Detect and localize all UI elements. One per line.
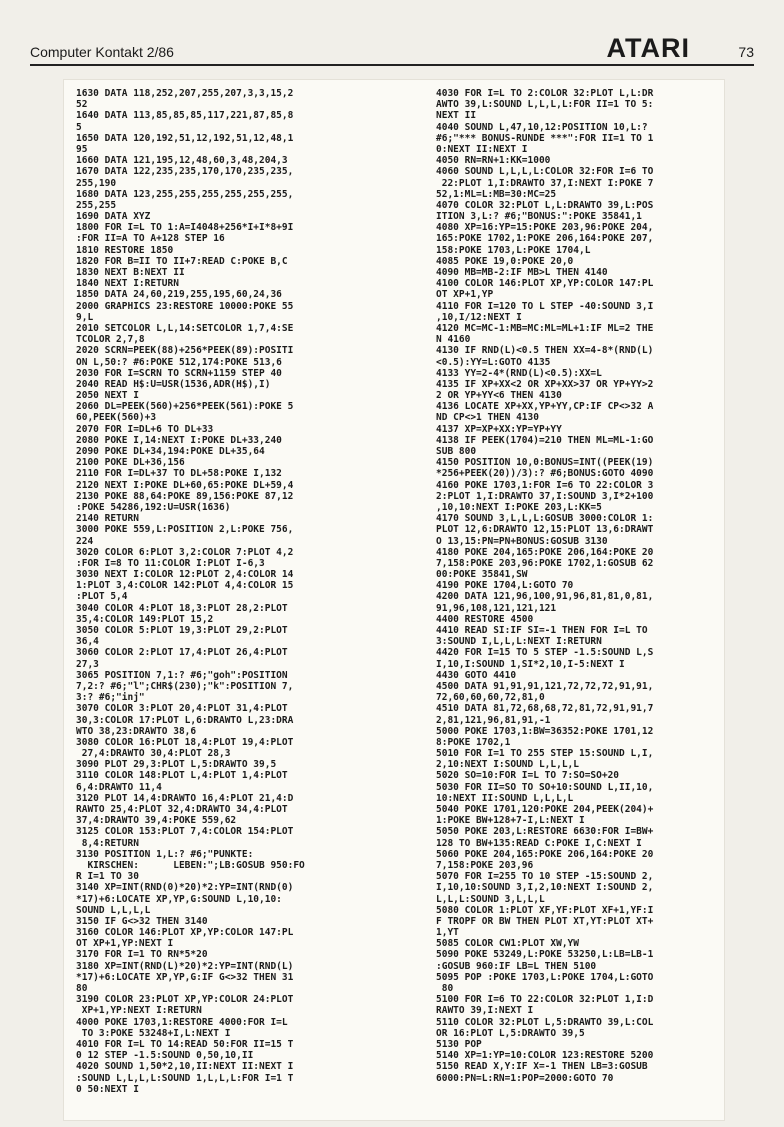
code-line: 1,YT [436, 927, 459, 939]
code-line: 4085 POKE 19,0:POKE 20,0 [436, 255, 574, 267]
code-line: 1850 DATA 24,60,219,255,195,60,24,36 [76, 289, 282, 301]
code-line: 2060 DL=PEEK(560)+256*PEEK(561):POKE 5 [76, 401, 294, 413]
code-line: I,10,I:SOUND 1,SI*2,10,I-5:NEXT I [436, 658, 625, 670]
code-line: 4160 POKE 1703,1:FOR I=6 TO 22:COLOR 3 [436, 479, 654, 491]
code-line: 4010 FOR I=L TO 14:READ 50:FOR II=15 T [76, 1038, 294, 1050]
code-line: 5070 FOR I=255 TO 10 STEP -15:SOUND 2, [436, 871, 654, 883]
code-line: 4133 YY=2-4*(RND(L)<0.5):XX=L [436, 367, 602, 379]
code-line: N 4160 [436, 334, 471, 346]
code-line: 1830 NEXT B:NEXT II [76, 267, 185, 278]
code-line: 0 12 STEP -1.5:SOUND 0,50,10,II [76, 1050, 254, 1062]
code-line: 5000 POKE 1703,1:BW=36352:POKE 1701,12 [436, 725, 654, 737]
code-line: O 13,15:PN=PN+BONUS:GOSUB 3130 [436, 535, 608, 547]
code-line: 91,96,108,121,121,121 [436, 602, 557, 614]
code-line: 4138 IF PEEK(1704)=210 THEN ML=ML-1:GO [436, 434, 654, 446]
code-line: 2000 GRAPHICS 23:RESTORE 10000:POKE 55 [76, 300, 294, 312]
code-line: SUB 800 [436, 446, 477, 457]
code-line: 0:NEXT II:NEXT I [436, 143, 528, 155]
code-line: 1:POKE BW+128+7-I,L:NEXT I [436, 815, 585, 827]
code-line: 22:PLOT 1,I:DRAWTO 37,I:NEXT I:POKE 7 [436, 177, 654, 189]
code-line: TO 3:POKE 53248+I,L:NEXT I [76, 1027, 231, 1039]
code-line: TCOLOR 2,7,8 [76, 334, 145, 346]
code-line: 3125 COLOR 153:PLOT 7,4:COLOR 154:PLOT [76, 826, 294, 838]
code-line: 4135 IF XP+XX<2 OR XP+XX>37 OR YP+YY>2 [436, 378, 654, 390]
code-line: 35,4:COLOR 149:PLOT 15,2 [76, 613, 214, 625]
code-line: 2020 SCRN=PEEK(88)+256*PEEK(89):POSITI [76, 345, 294, 357]
code-line: 4180 POKE 204,165:POKE 206,164:POKE 20 [436, 546, 654, 558]
code-line: 3190 COLOR 23:PLOT XP,YP:COLOR 24:PLOT [76, 994, 294, 1006]
code-line: 4420 FOR I=15 TO 5 STEP -1.5:SOUND L,S [436, 647, 654, 659]
code-line: 4070 COLOR 32:PLOT L,L:DRAWTO 39,L:POS [436, 199, 654, 211]
code-line: 7,158:POKE 203,96 [436, 859, 534, 871]
code-line: 4170 SOUND 3,L,L,L:GOSUB 3000:COLOR 1: [436, 513, 654, 525]
code-line: :FOR II=A TO A+128 STEP 16 [76, 233, 225, 245]
code-line: 72,60,60,60,72,81,0 [436, 692, 545, 704]
code-line: 5130 POP [436, 1038, 482, 1050]
code-line: 2,10:NEXT I:SOUND L,L,L,L [436, 759, 579, 771]
code-line: 2140 RETURN [76, 513, 139, 525]
brand-title: ATARI [606, 33, 690, 63]
code-line: 3130 POSITION 1,L:? #6;"PUNKTE: [76, 848, 254, 860]
page-number: 73 [738, 44, 754, 60]
code-line: 5010 FOR I=1 TO 255 STEP 15:SOUND L,I, [436, 748, 654, 760]
code-line: 2050 NEXT I [76, 390, 139, 402]
code-line: 3060 COLOR 2:PLOT 17,4:PLOT 26,4:PLOT [76, 647, 288, 659]
code-line: 6000:PN=L:RN=1:POP=2000:GOTO 70 [436, 1072, 614, 1084]
code-line: 4500 DATA 91,91,91,121,72,72,72,91,91, [436, 680, 654, 692]
code-line: :POKE 54286,192:U=USR(1636) [76, 501, 231, 513]
code-line: WTO 38,23:DRAWTO 38,6 [76, 725, 197, 737]
code-line: 9,L [76, 311, 94, 323]
code-line: 52 [76, 99, 88, 111]
code-line: 4030 FOR I=L TO 2:COLOR 32:PLOT L,L:DR [436, 88, 654, 99]
code-line: AWTO 39,L:SOUND L,L,L,L:FOR II=1 TO 5: [436, 99, 654, 111]
code-line: 60,PEEK(560)+3 [76, 412, 157, 424]
code-line: 30,3:COLOR 17:PLOT L,6:DRAWTO L,23:DRA [76, 714, 294, 726]
code-line: <0.5):YY=L:GOTO 4135 [436, 356, 551, 368]
code-line: 2,81,121,96,81,91,-1 [436, 714, 551, 726]
code-line: 5020 SO=10:FOR I=L TO 7:SO=SO+20 [436, 770, 620, 782]
code-line: 1:PLOT 3,4:COLOR 142:PLOT 4,4:COLOR 15 [76, 580, 294, 592]
page-header [30, 34, 754, 66]
code-line: 5030 FOR II=SO TO SO+10:SOUND L,II,10, [436, 781, 654, 793]
code-line: 2:PLOT 1,I:DRAWTO 37,I:SOUND 3,I*2+100 [436, 490, 654, 502]
code-line: 1660 DATA 121,195,12,48,60,3,48,204,3 [76, 155, 288, 167]
code-line: 4040 SOUND L,47,10,12:POSITION 10,L:? [436, 121, 648, 133]
code-line: 4510 DATA 81,72,68,68,72,81,72,91,91,7 [436, 703, 654, 715]
code-line: 3:SOUND I,L,L,L:NEXT I:RETURN [436, 636, 602, 648]
code-line: 4430 GOTO 4410 [436, 669, 517, 681]
code-line: 2070 FOR I=DL+6 TO DL+33 [76, 423, 214, 435]
code-line: 10:NEXT II:SOUND L,L,L,L [436, 792, 574, 804]
code-line: 4100 COLOR 146:PLOT XP,YP:COLOR 147:PL [436, 278, 654, 290]
code-line: 2090 POKE DL+34,194:POKE DL+35,64 [76, 446, 265, 457]
code-line: 3170 FOR I=1 TO RN*5*20 [76, 949, 208, 961]
code-line: OT XP+1,YP [436, 289, 494, 301]
code-line: 5140 XP=1:YP=10:COLOR 123:RESTORE 5200 [436, 1050, 654, 1062]
code-line: :PLOT 5,4 [76, 591, 128, 603]
code-line: 2030 FOR I=SCRN TO SCRN+1159 STEP 40 [76, 367, 282, 379]
code-line: 5110 COLOR 32:PLOT L,5:DRAWTO 39,L:COL [436, 1016, 654, 1028]
code-line: 5085 COLOR CW1:PLOT XW,YW [436, 938, 579, 950]
code-line: 3140 XP=INT(RND(0)*20)*2:YP=INT(RND(0) [76, 882, 294, 894]
code-line: 5 [76, 121, 82, 133]
code-line: 2110 FOR I=DL+37 TO DL+58:POKE I,132 [76, 468, 282, 480]
code-line: 3110 COLOR 148:PLOT L,4:PLOT 1,4:PLOT [76, 770, 288, 782]
code-line: 1650 DATA 120,192,51,12,192,51,12,48,1 [76, 132, 294, 144]
code-line: 2010 SETCOLOR L,L,14:SETCOLOR 1,7,4:SE [76, 322, 294, 334]
code-line: 165:POKE 1702,1:POKE 206,164:POKE 207, [436, 233, 654, 245]
code-line: 2100 POKE DL+36,156 [76, 457, 185, 469]
code-line: 37,4:DRAWTO 39,4:POKE 559,62 [76, 815, 237, 827]
code-line: :FOR I=8 TO 11:COLOR I:PLOT I-6,3 [76, 557, 265, 569]
code-line: 27,4:DRAWTO 30,4:PLOT 28,3 [76, 748, 231, 760]
code-line: 3070 COLOR 3:PLOT 20,4:PLOT 31,4:PLOT [76, 703, 288, 715]
code-line: 2130 POKE 88,64:POKE 89,156:POKE 87,12 [76, 490, 294, 502]
code-line: 5100 FOR I=6 TO 22:COLOR 32:PLOT 1,I:D [436, 994, 654, 1006]
code-line: L,L,L:SOUND 3,L,L,L [436, 893, 545, 905]
code-line: 2040 READ H$:U=USR(1536,ADR(H$),I) [76, 378, 271, 390]
code-line: 1840 NEXT I:RETURN [76, 278, 179, 290]
code-line: 2 OR YP+YY<6 THEN 4130 [436, 390, 562, 402]
code-line: I,10,10:SOUND 3,I,2,10:NEXT I:SOUND 2, [436, 882, 654, 894]
code-line: 3020 COLOR 6:PLOT 3,2:COLOR 7:PLOT 4,2 [76, 546, 294, 558]
code-line: 8:POKE 1702,1 [436, 736, 511, 748]
code-line: 27,3 [76, 658, 99, 670]
code-line: *256+PEEK(20))/3):? #6;BONUS:GOTO 4090 [436, 468, 654, 480]
code-line: NEXT II [436, 110, 477, 122]
code-line: 3065 POSITION 7,1:? #6;"goh":POSITION [76, 669, 288, 681]
code-line: 2080 POKE I,14:NEXT I:POKE DL+33,240 [76, 434, 282, 446]
code-line: 3050 COLOR 5:PLOT 19,3:PLOT 29,2:PLOT [76, 625, 288, 636]
code-line: 4050 RN=RN+1:KK=1000 [436, 155, 551, 167]
code-line: 3160 COLOR 146:PLOT XP,YP:COLOR 147:PL [76, 927, 294, 939]
code-line: 00:POKE 35841,SW [436, 569, 528, 581]
code-line: 6,4:DRAWTO 11,4 [76, 781, 162, 793]
code-line: 5150 READ X,Y:IF X=-1 THEN LB=3:GOSUB [436, 1061, 648, 1073]
code-line: 5060 POKE 204,165:POKE 206,164:POKE 20 [436, 848, 654, 860]
code-line: KIRSCHEN: LEBEN:";LB:GOSUB 950:FO [76, 859, 305, 871]
code-line: 3040 COLOR 4:PLOT 18,3:PLOT 28,2:PLOT [76, 602, 288, 614]
code-line: 5040 POKE 1701,120:POKE 204,PEEK(204)+ [436, 804, 654, 815]
code-line: 3080 COLOR 16:PLOT 18,4:PLOT 19,4:PLOT [76, 736, 294, 748]
code-line: 1800 FOR I=L TO 1:A=I4048+256*I+I*8+9I [76, 222, 294, 234]
code-line: 52,1:ML=L:MB=30:MC=25 [436, 188, 557, 200]
code-line: 7,2:? #6;"l";CHR$(230);"k":POSITION 7, [76, 680, 294, 692]
code-line: 4130 IF RND(L)<0.5 THEN XX=4-8*(RND(L) [436, 345, 654, 357]
code-line: *17)+6:LOCATE XP,YP,G:SOUND L,10,10: [76, 893, 282, 905]
code-line: 3180 XP=INT(RND(L)*20)*2:YP=INT(RND(L) [76, 960, 294, 972]
code-line: 3120 PLOT 14,4:DRAWTO 16,4:PLOT 21,4:D [76, 792, 294, 804]
code-line: 4120 MC=MC-1:MB=MC:ML=ML+1:IF ML=2 THE [436, 322, 654, 334]
code-line: 95 [76, 143, 88, 155]
code-line: ND CP<>1 THEN 4130 [436, 412, 539, 424]
code-line: 4136 LOCATE XP+XX,YP+YY,CP:IF CP<>32 A [436, 401, 654, 413]
code-line: 2120 NEXT I:POKE DL+60,65:POKE DL+59,4 [76, 479, 294, 491]
code-line: 1690 DATA XYZ [76, 211, 151, 223]
code-line: 4137 XP=XP+XX:YP=YP+YY [436, 423, 562, 435]
code-line: 8,4:RETURN [76, 837, 139, 849]
code-line: 1820 FOR B=II TO II+7:READ C:POKE B,C [76, 255, 288, 267]
code-line: 5080 COLOR 1:PLOT XF,YF:PLOT XF+1,YF:I [436, 904, 654, 916]
code-line: XP+1,YP:NEXT I:RETURN [76, 1005, 202, 1017]
code-line: ON L,50:? #6:POKE 512,174:POKE 513,6 [76, 356, 282, 368]
code-line: 1630 DATA 118,252,207,255,207,3,3,15,2 [76, 88, 294, 99]
code-line: 1810 RESTORE 1850 [76, 244, 174, 256]
code-line: 5050 POKE 203,L:RESTORE 6630:FOR I=BW+ [436, 826, 654, 838]
code-line: 1640 DATA 113,85,85,85,117,221,87,85,8 [76, 110, 294, 122]
code-line: 4020 SOUND 1,50*2,10,II:NEXT II:NEXT I [76, 1061, 294, 1073]
code-line: 4090 MB=MB-2:IF MB>L THEN 4140 [436, 267, 608, 278]
code-line: 36,4 [76, 636, 99, 648]
code-line: 3030 NEXT I:COLOR 12:PLOT 2,4:COLOR 14 [76, 569, 294, 581]
magazine-title: Computer Kontakt 2/86 [30, 44, 174, 60]
code-line: 4060 SOUND L,L,L,L:COLOR 32:FOR I=6 TO [436, 166, 654, 178]
code-line: 4190 POKE 1704,L:GOTO 70 [436, 580, 574, 592]
code-line: 128 TO BW+135:READ C:POKE I,C:NEXT I [436, 837, 642, 849]
code-line: R I=1 TO 30 [76, 871, 139, 883]
code-line: 4410 READ SI:IF SI=-1 THEN FOR I=L TO [436, 625, 648, 636]
code-line: 7,158:POKE 203,96:POKE 1702,1:GOSUB 62 [436, 557, 654, 569]
code-line: 224 [76, 535, 94, 547]
code-line: 80 [436, 983, 454, 994]
code-line: :GOSUB 960:IF LB=L THEN 5100 [436, 960, 597, 972]
code-line: *17)+6:LOCATE XP,YP,G:IF G<>32 THEN 31 [76, 971, 294, 983]
code-line: 3:? #6;"inj" [76, 692, 145, 704]
code-line: 255,255 [76, 199, 117, 211]
code-line: ,10,10:NEXT I:POKE 203,L:KK=5 [436, 501, 602, 513]
program-listing [64, 80, 724, 1120]
code-line: 4150 POSITION 10,0:BONUS=INT((PEEK(19) [436, 457, 654, 469]
code-line: 1670 DATA 122,235,235,170,170,235,235, [76, 166, 294, 178]
code-line: RAWTO 25,4:PLOT 32,4:DRAWTO 34,4:PLOT [76, 804, 288, 815]
code-line: 3150 IF G<>32 THEN 3140 [76, 915, 208, 927]
code-line: 1680 DATA 123,255,255,255,255,255,255, [76, 188, 294, 200]
code-line: 4000 POKE 1703,1:RESTORE 4000:FOR I=L [76, 1016, 288, 1028]
code-line: 4110 FOR I=120 TO L STEP -40:SOUND 3,I [436, 300, 654, 312]
code-line: 4080 XP=16:YP=15:POKE 203,96:POKE 204, [436, 222, 654, 234]
code-line: 0 50:NEXT I [76, 1083, 139, 1095]
code-line: 5095 POP :POKE 1703,L:POKE 1704,L:GOTO [436, 971, 654, 983]
code-line: ,10,I/12:NEXT I [436, 311, 522, 323]
code-line: OT XP+1,YP:NEXT I [76, 938, 174, 950]
code-line: #6;"*** BONUS-RUNDE ***":FOR II=1 TO 1 [436, 132, 654, 144]
listing-column-right [436, 88, 754, 1084]
code-line: 3000 POKE 559,L:POSITION 2,L:POKE 756, [76, 524, 294, 536]
code-line: :SOUND L,L,L,L:SOUND 1,L,L,L:FOR I=1 T [76, 1072, 294, 1084]
code-line: 80 [76, 983, 88, 994]
listing-column-left [76, 88, 394, 1095]
code-line: PLOT 12,6:DRAWTO 12,15:PLOT 13,6:DRAWT [436, 524, 654, 536]
code-line: ITION 3,L:? #6;"BONUS:":POKE 35841,1 [436, 211, 642, 223]
code-line: SOUND L,L,L,L [76, 904, 151, 916]
code-line: F TROPF OR BW THEN PLOT XT,YT:PLOT XT+ [436, 915, 654, 927]
code-line: 4200 DATA 121,96,100,91,96,81,81,0,81, [436, 591, 654, 603]
code-line: 4400 RESTORE 4500 [436, 613, 534, 625]
code-line: 5090 POKE 53249,L:POKE 53250,L:LB=LB-1 [436, 949, 654, 961]
code-line: RAWTO 39,I:NEXT I [436, 1005, 534, 1017]
code-line: 255,190 [76, 177, 117, 189]
code-line: 158:POKE 1703,L:POKE 1704,L [436, 244, 591, 256]
code-line: 3090 PLOT 29,3:PLOT L,5:DRAWTO 39,5 [76, 759, 277, 771]
code-line: OR 16:PLOT L,5:DRAWTO 39,5 [436, 1027, 585, 1039]
